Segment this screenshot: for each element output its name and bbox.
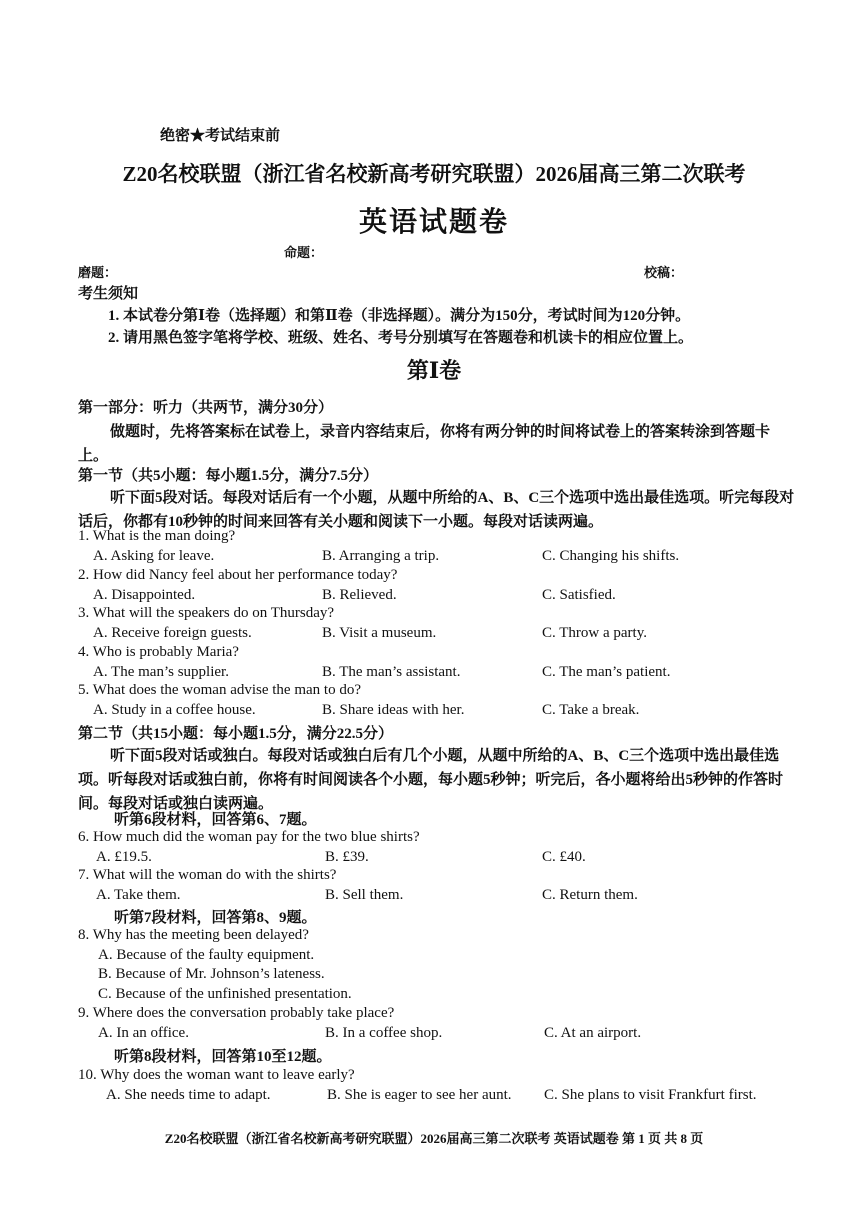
subhead-material-6: 听第6段材料，回答第6、7题。 — [114, 812, 317, 828]
question-2: 2. How did Nancy feel about her performance today? — [78, 567, 398, 583]
option-c: C. She plans to visit Frankfurt first. — [544, 1087, 757, 1103]
option-b: B. Sell them. — [325, 887, 404, 903]
part1-intro: 做题时，先将答案标在试卷上，录音内容结束后，你将有两分钟的时间将试卷上的答案转涂到答题卡上。 — [78, 424, 771, 464]
subhead-material-8: 听第8段材料，回答第10至12题。 — [114, 1049, 332, 1065]
question-8: 8. Why has the meeting been delayed? — [78, 927, 309, 943]
part1-heading: 第一部分：听力（共两节，满分30分） — [78, 400, 334, 416]
exam-title: Z20名校联盟（浙江省名校新高考研究联盟）2026届高三第二次联考 — [122, 162, 746, 186]
question-3: 3. What will the speakers do on Thursday? — [78, 605, 335, 621]
option-a: A. Receive foreign guests. — [93, 625, 252, 641]
option-c: C. Take a break. — [542, 702, 640, 718]
page-footer: Z20名校联盟（浙江省名校新高考研究联盟）2026届高三第二次联考 英语试题卷 第 1 页 共 8 页 — [164, 1131, 704, 1146]
option-c: C. Throw a party. — [542, 625, 647, 641]
volume-title: 第Ⅰ卷 — [406, 358, 462, 383]
option-c: C. Satisfied. — [542, 587, 616, 603]
option-b: B. Arranging a trip. — [322, 548, 440, 564]
paper-subtitle: 英语试题卷 — [358, 207, 509, 238]
question-9: 9. Where does the conversation probably take place? — [78, 1005, 395, 1021]
option-b: B. In a coffee shop. — [325, 1025, 443, 1041]
option-b: B. She is eager to see her aunt. — [327, 1087, 512, 1103]
option-b: B. Because of Mr. Johnson’s lateness. — [98, 966, 325, 982]
option-c: C. Changing his shifts. — [542, 548, 680, 564]
section1-intro: 听下面5段对话。每段对话后有一个小题，从题中所给的A、B、C三个选项中选出最佳选项。听完每段对话后，你都有10秒钟的时间来回答有关小题和阅读下一小题。每段对话读两遍。 — [78, 490, 795, 530]
proofreader-label: 校稿： — [644, 265, 684, 280]
question-4: 4. Who is probably Maria? — [78, 644, 239, 660]
option-b: B. Share ideas with her. — [322, 702, 465, 718]
option-b: B. Visit a museum. — [322, 625, 437, 641]
notice-item: 2. 请用黑色签字笔将学校、班级、姓名、考号分别填写在答题卷和机读卡的相应位置上。 — [108, 330, 694, 346]
subhead-material-7: 听第7段材料，回答第8、9题。 — [114, 910, 317, 926]
section2-intro: 听下面5段对话或独白。每段对话或独白后有几个小题，从题中所给的A、B、C三个选项中选出最佳选项。听每段对话或独白前，你将有时间阅读各个小题，每小题5秒钟；听完后，各小题将给出5秒钟的作答时间。每段对话或独白读两遍。 — [78, 748, 784, 812]
option-b: B. The man’s assistant. — [322, 664, 461, 680]
proposer-label: 命题： — [284, 245, 324, 260]
option-a: A. The man’s supplier. — [93, 664, 229, 680]
confidential-label: 绝密★考试结束前 — [160, 128, 281, 144]
option-a: A. Because of the faulty equipment. — [98, 947, 315, 963]
question-1: 1. What is the man doing? — [78, 528, 236, 544]
notice-heading: 考生须知 — [78, 286, 139, 302]
option-a: A. Take them. — [96, 887, 181, 903]
question-7: 7. What will the woman do with the shirts? — [78, 867, 337, 883]
reviewer-label: 磨题： — [78, 265, 118, 280]
option-b: B. £39. — [325, 849, 369, 865]
option-c: C. Because of the unfinished presentation. — [98, 986, 352, 1002]
option-a: A. She needs time to adapt. — [106, 1087, 271, 1103]
option-b: B. Relieved. — [322, 587, 397, 603]
option-a: A. £19.5. — [96, 849, 152, 865]
section1-heading: 第一节（共5小题：每小题1.5分，满分7.5分） — [78, 468, 379, 484]
option-a: A. Study in a coffee house. — [93, 702, 256, 718]
question-6: 6. How much did the woman pay for the two blue shirts? — [78, 829, 420, 845]
option-a: A. Asking for leave. — [93, 548, 215, 564]
question-10: 10. Why does the woman want to leave early? — [78, 1067, 355, 1083]
option-c: C. The man’s patient. — [542, 664, 671, 680]
notice-item: 1. 本试卷分第Ⅰ卷（选择题）和第Ⅱ卷（非选择题）。满分为150分，考试时间为120分钟。 — [108, 308, 691, 324]
section2-heading: 第二节（共15小题：每小题1.5分，满分22.5分） — [78, 726, 394, 742]
option-a: A. In an office. — [98, 1025, 189, 1041]
option-c: C. £40. — [542, 849, 586, 865]
option-c: C. At an airport. — [544, 1025, 642, 1041]
option-c: C. Return them. — [542, 887, 638, 903]
question-5: 5. What does the woman advise the man to do? — [78, 682, 361, 698]
option-a: A. Disappointed. — [93, 587, 196, 603]
